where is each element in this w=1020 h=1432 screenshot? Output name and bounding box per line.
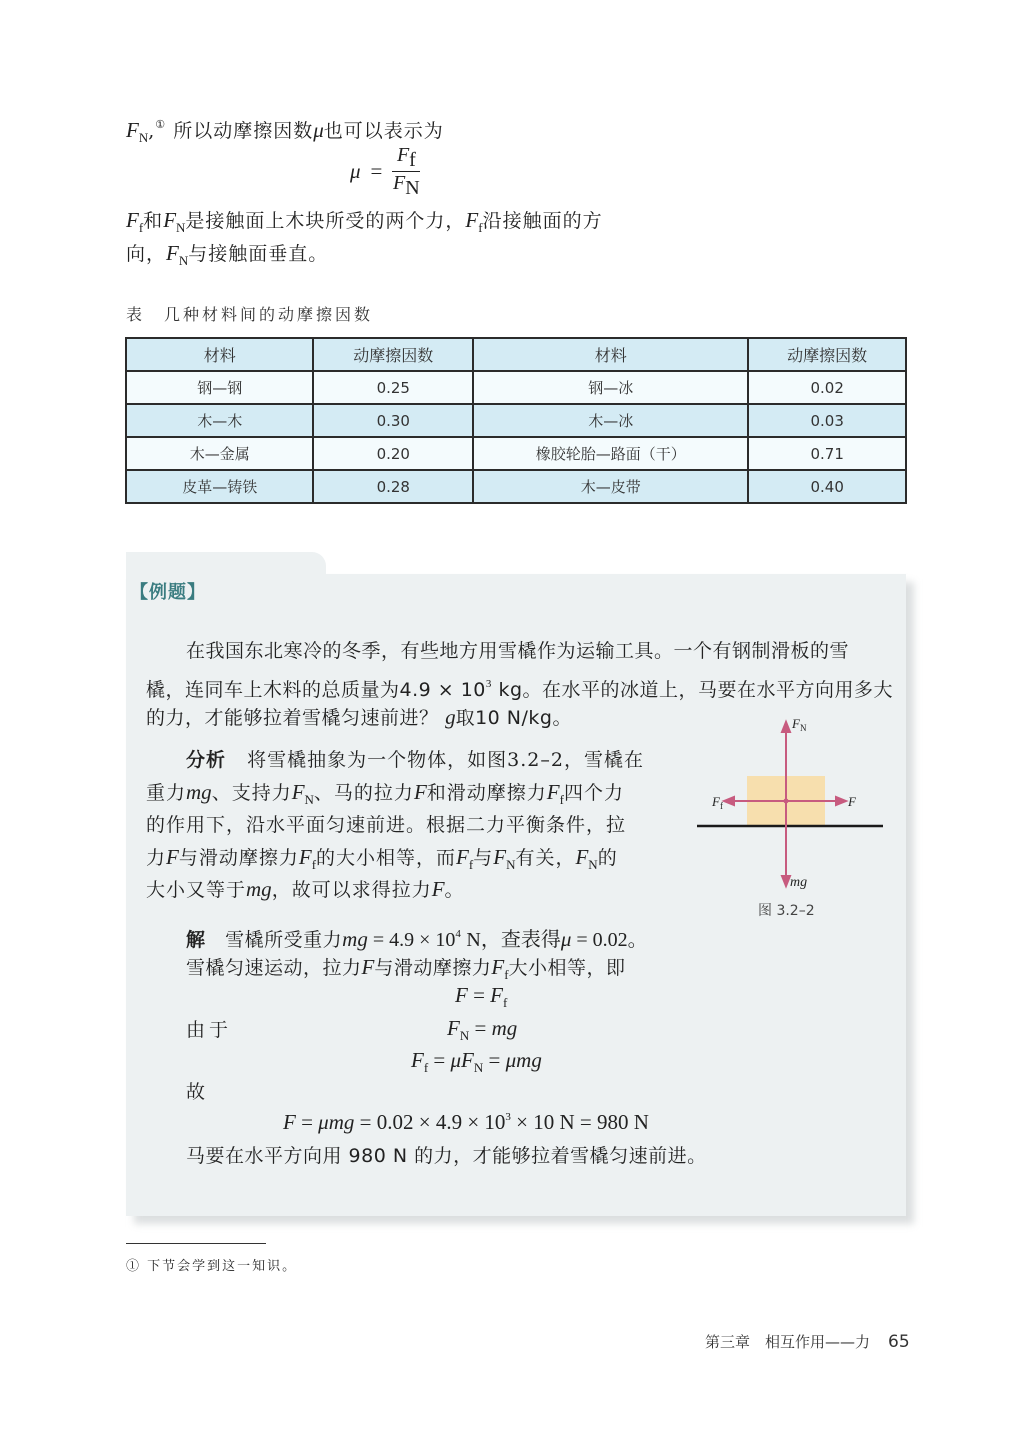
header-material-1: 材料 [126, 338, 313, 371]
solution-line-1: 解 雪橇所受重力mg = $4.9 \times 10^4$ N，查表得μ = 0.02。 [186, 927, 648, 951]
footnote-mark[interactable]: ① [155, 119, 167, 131]
table-row: 皮革—铸铁 0.28 木—皮带 0.40 [126, 470, 906, 503]
footnote: ① 下节会学到这一知识。 [126, 1259, 298, 1274]
svg-text:FN: $F_N$ [792, 716, 807, 733]
problem-line-1: 在我国东北寒冷的冬季，有些地方用雪橇作为运输工具。一个有钢制滑板的雪 [186, 640, 850, 662]
friction-coefficient-formula: μ = Ff FN [350, 143, 420, 199]
equation-final-result: $F = \mu mg = 0.02 \times 4.9 \times 10^3 \times 10$ N = 980 N [283, 1110, 649, 1134]
problem-line-2: 橇，连同车上木料的总质量为$4.9 \times 10^3$ kg。在水平的冰道上，马要在水平方向用多大 [146, 678, 894, 701]
equation-Ff-equals-mu-mg: $F_f = \mu F_N = \mu mg$ [411, 1048, 542, 1075]
arrow-left-icon [724, 797, 734, 805]
friction-coefficient-table [125, 337, 907, 504]
footnote-divider [126, 1243, 266, 1244]
analysis-label: 分析 [186, 749, 227, 771]
equation-F-equals-Ff: $F = F_f$ [455, 983, 508, 1010]
equation-FN-equals-mg: $F_N$ = mg [447, 1016, 518, 1043]
therefore-label: 故 [186, 1081, 207, 1103]
intro-line-2: $F_f$和$F_N$是接触面上木块所受的两个力，$F_f$沿接触面的方 [126, 208, 603, 235]
arrow-up-icon [782, 722, 790, 732]
analysis-line-5: 大小又等于mg，故可以求得拉力F。 [146, 877, 465, 901]
symbol-FN: $F_N$ [126, 118, 149, 145]
svg-text:F: F [848, 794, 856, 809]
problem-line-3: 的力，才能够拉着雪橇匀速前进？ g取10 N/kg。 [146, 705, 572, 729]
table-header-row [126, 338, 906, 371]
analysis-line-4: 力F与滑动摩擦力$F_f$的大小相等，而$F_f$与$F_N$有关，$F_N$的 [146, 845, 618, 872]
table-row: 木—金属 0.20 橡胶轮胎—路面（干） 0.71 [126, 437, 906, 470]
analysis-line-3: 的作用下，沿水平面匀速前进。根据二力平衡条件，拉 [146, 814, 627, 836]
example-title: 【例题】 [130, 582, 206, 603]
analysis-line-2: 重力mg、支持力$F_N$、马的拉力F和滑动摩擦力$F_f$四个力 [146, 780, 624, 807]
header-coefficient-2: 动摩擦因数 [748, 338, 906, 371]
arrow-right-icon [836, 797, 846, 805]
since-label: 由于 [186, 1019, 233, 1041]
conclusion-line: 马要在水平方向用 980 N 的力，才能够拉着雪橇匀速前进。 [186, 1145, 707, 1167]
intro-line-1: $F_N,^①$ 所以动摩擦因数μ也可以表示为 [126, 118, 444, 145]
header-coefficient-1: 动摩擦因数 [313, 338, 473, 371]
svg-text:Ff: $F_f$ [712, 794, 723, 811]
page-number: 65 [888, 1332, 910, 1352]
table-caption: 表 几种材料间的动摩擦因数 [126, 305, 374, 324]
solution-line-2: 雪橇匀速运动，拉力F与滑动摩擦力$F_f$大小相等，即 [186, 955, 626, 982]
page-footer [705, 1331, 910, 1352]
table-row: 钢—钢 0.25 钢—冰 0.02 [126, 371, 906, 404]
chapter-title: 第三章 相互作用——力 [705, 1333, 871, 1351]
solution-label: 解 [186, 929, 206, 951]
intro-line-3: 向，$F_N$与接触面垂直。 [126, 241, 329, 268]
figure-caption: 图 3.2–2 [758, 903, 815, 919]
svg-text:mg: mg [790, 875, 808, 890]
arrow-down-icon [782, 876, 790, 886]
analysis-line-1: 分析 将雪橇抽象为一个物体，如图3.2–2，雪橇在 [186, 749, 644, 771]
force-diagram [690, 710, 890, 930]
header-material-2: 材料 [473, 338, 748, 371]
table-row: 木—木 0.30 木—冰 0.03 [126, 404, 906, 437]
